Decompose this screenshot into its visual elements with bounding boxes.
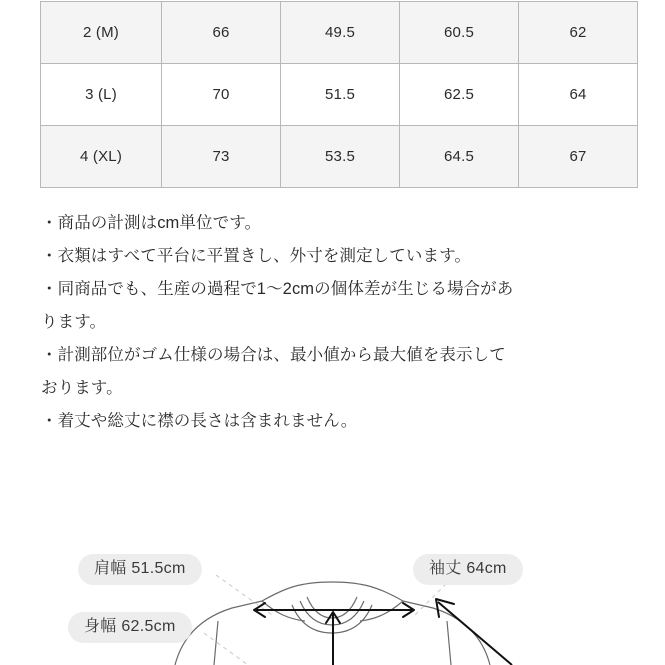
size-chart-table-body (41, 2, 638, 188)
table-cell-length: 66 (162, 2, 281, 64)
table-cell-sleeve: 64 (519, 64, 638, 126)
table-cell-sleeve: 62 (519, 2, 638, 64)
note-line: おります。 (41, 379, 123, 397)
table-cell-size: 3 (L) (41, 64, 162, 126)
body-length-arrow (326, 612, 340, 665)
table-row (41, 64, 638, 126)
table-cell-shoulder: 53.5 (281, 126, 400, 188)
table-cell-shoulder: 49.5 (281, 2, 400, 64)
table-row (41, 2, 638, 64)
label-sleeve-length: 袖丈 64cm (413, 554, 523, 585)
label-shoulder-width: 肩幅 51.5cm (78, 554, 202, 585)
size-chart-table (40, 1, 638, 188)
leader-line-chest (204, 633, 248, 665)
table-cell-size: 2 (M) (41, 2, 162, 64)
table-cell-length: 70 (162, 64, 281, 126)
table-cell-size: 4 (XL) (41, 126, 162, 188)
table-cell-shoulder: 51.5 (281, 64, 400, 126)
note-line: ・商品の計測はcm単位です。 (41, 214, 262, 232)
table-cell-length: 73 (162, 126, 281, 188)
note-line: ・衣類はすべて平台に平置きし、外寸を測定しています。 (41, 247, 471, 265)
table-row (41, 126, 638, 188)
size-chart-table-container (40, 1, 624, 188)
note-line: ・計測部位がゴム仕様の場合は、最小値から最大値を表示して (41, 346, 506, 364)
table-cell-sleeve: 67 (519, 126, 638, 188)
note-line: ・同商品でも、生産の過程で1〜2cmの個体差が生じる場合があ (41, 280, 514, 298)
label-chest-width: 身幅 62.5cm (68, 612, 192, 643)
measurement-notes (41, 207, 627, 438)
garment-diagram-svg (0, 520, 665, 665)
note-line: ります。 (41, 313, 107, 331)
note-line: ・着丈や総丈に襟の長さは含まれません。 (41, 412, 358, 430)
table-cell-chest: 60.5 (400, 2, 519, 64)
table-cell-chest: 64.5 (400, 126, 519, 188)
table-cell-chest: 62.5 (400, 64, 519, 126)
garment-measurement-diagram (0, 520, 665, 665)
